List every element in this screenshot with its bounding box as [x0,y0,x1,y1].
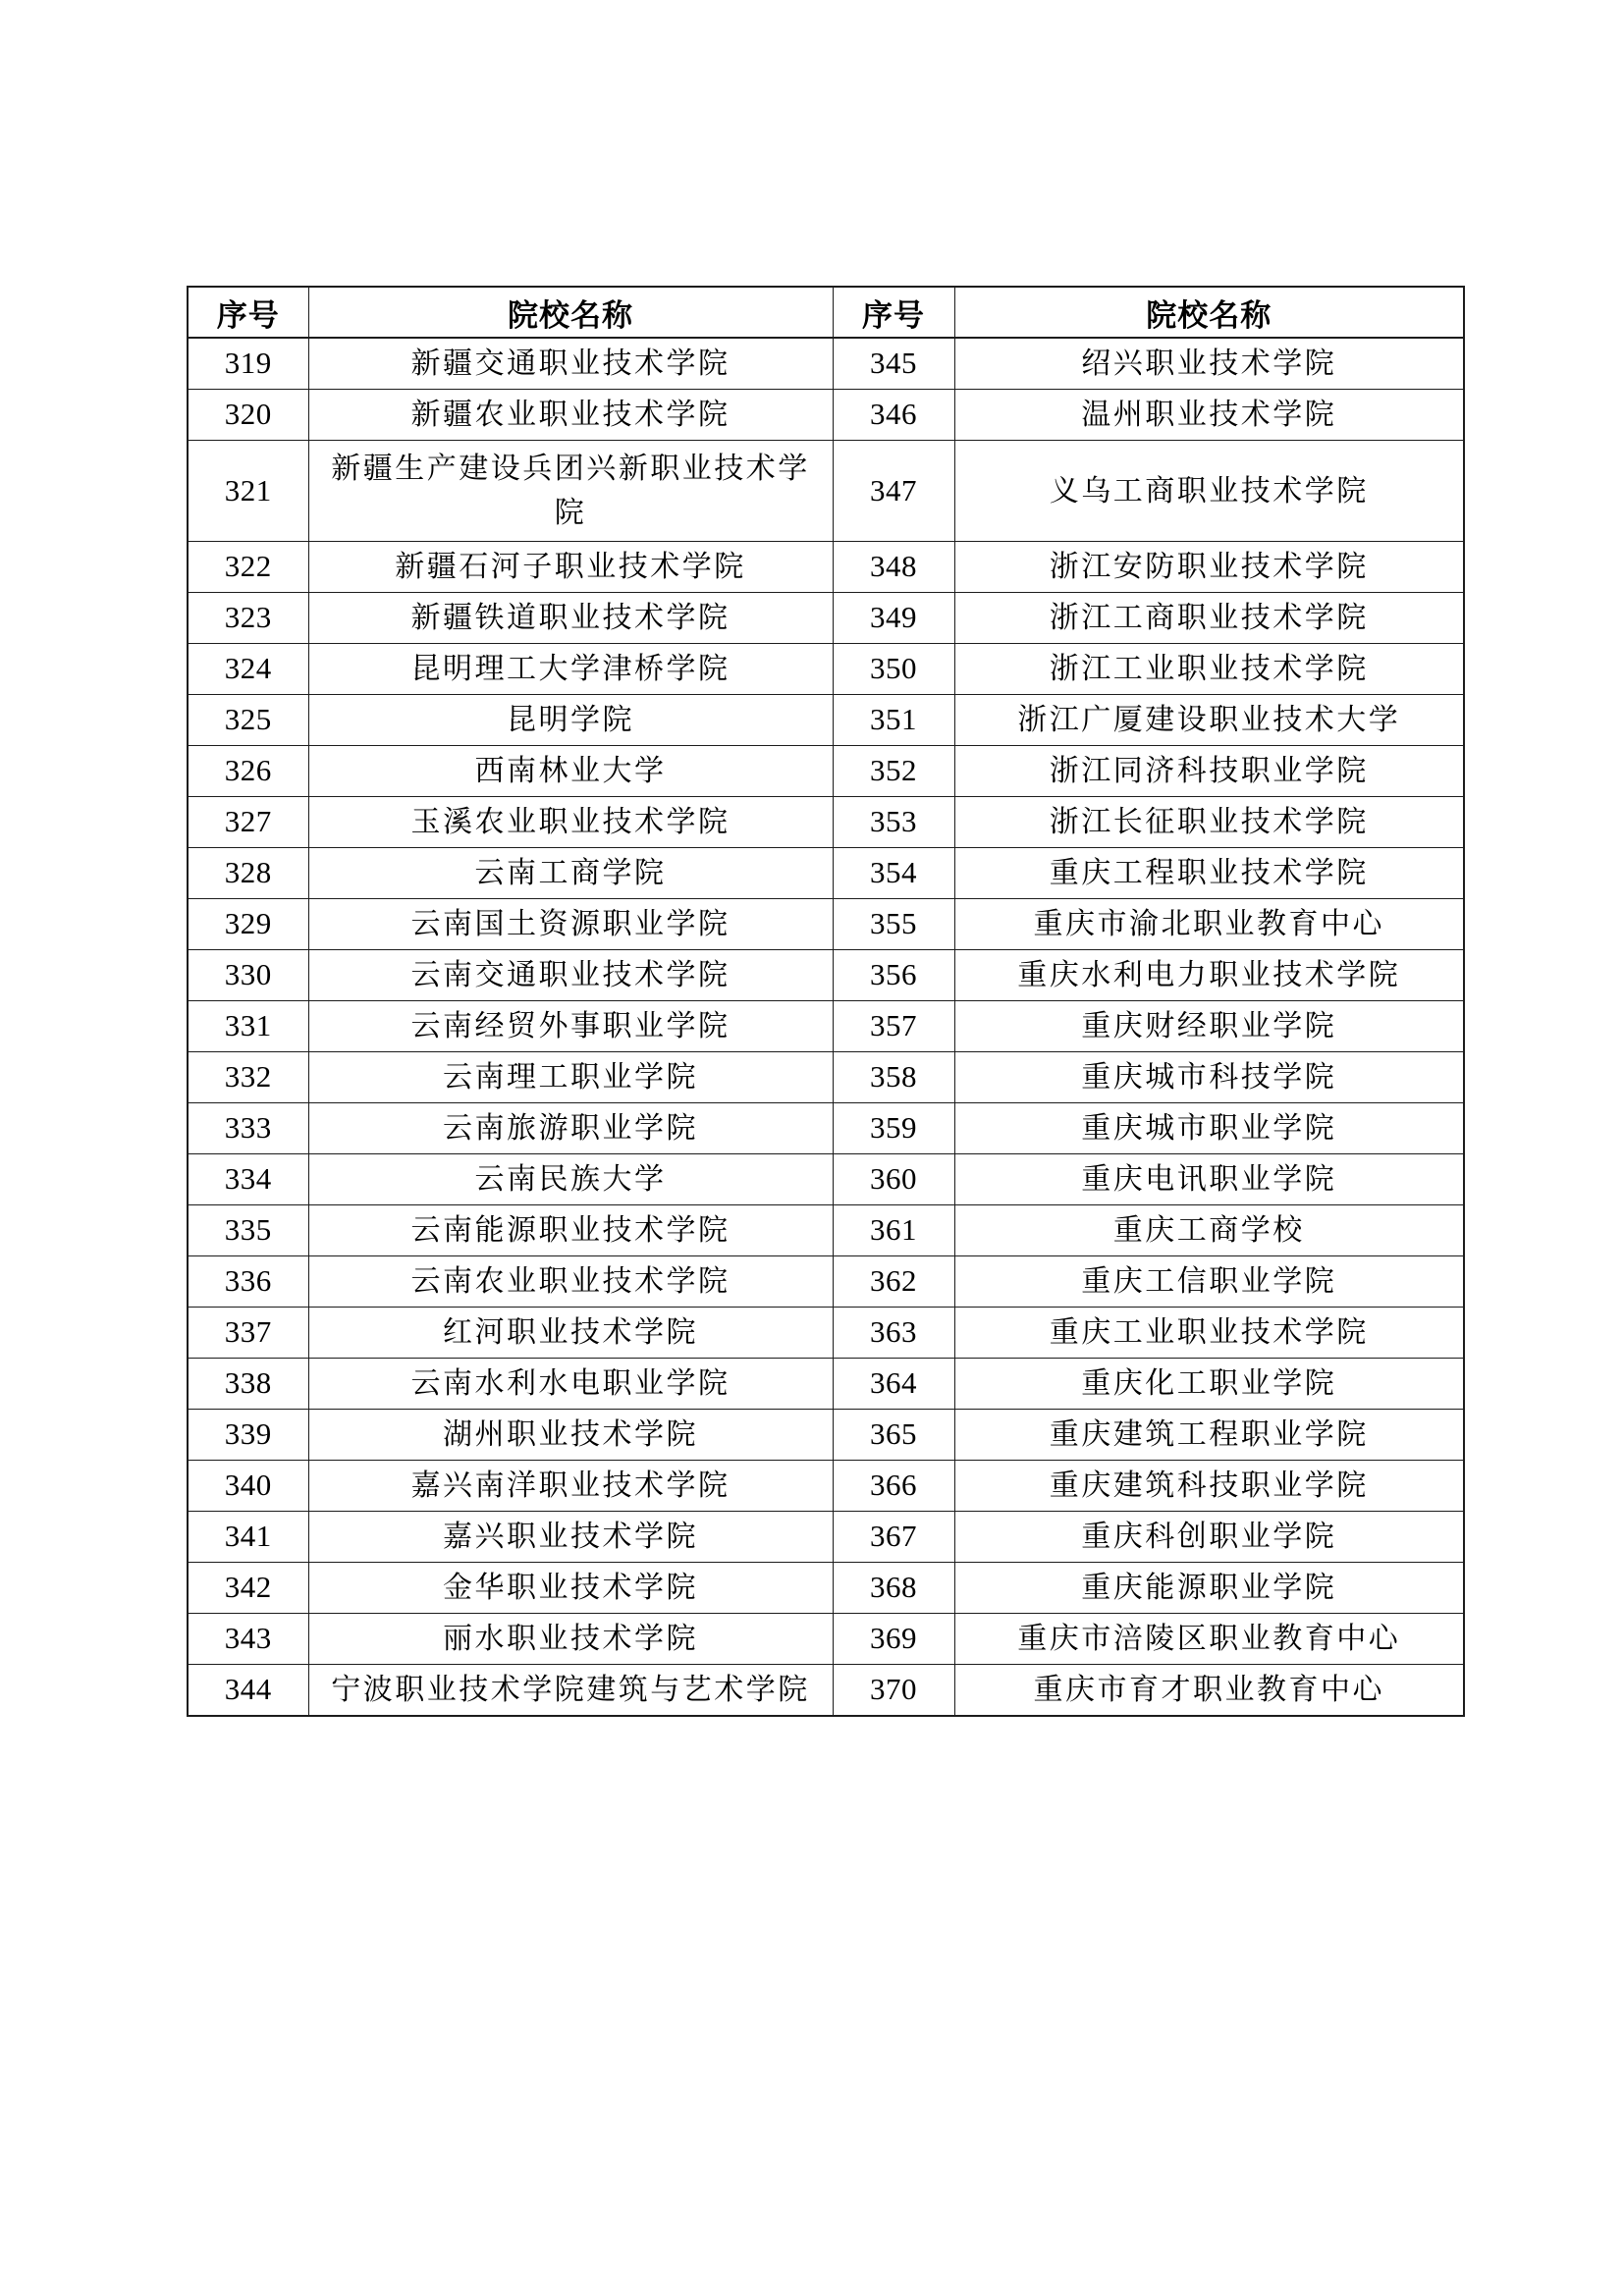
serial-cell: 351 [833,695,954,746]
serial-cell: 358 [833,1052,954,1103]
serial-cell: 342 [188,1563,308,1614]
table-row [188,1256,1464,1308]
serial-cell: 326 [188,746,308,797]
table-row [188,746,1464,797]
serial-cell: 336 [188,1256,308,1308]
serial-cell: 356 [833,950,954,1001]
serial-cell: 319 [188,338,308,390]
serial-cell: 370 [833,1665,954,1717]
serial-cell: 335 [188,1205,308,1256]
school-name-cell: 湖州职业技术学院 [308,1410,833,1461]
school-name-cell: 新疆石河子职业技术学院 [308,542,833,593]
table-row [188,1154,1464,1205]
school-name-cell: 宁波职业技术学院建筑与艺术学院 [308,1665,833,1717]
schools-table [187,286,1465,1717]
school-name-cell: 云南交通职业技术学院 [308,950,833,1001]
serial-cell: 330 [188,950,308,1001]
school-name-cell: 西南林业大学 [308,746,833,797]
school-name-cell: 云南水利水电职业学院 [308,1359,833,1410]
table-row [188,950,1464,1001]
serial-cell: 364 [833,1359,954,1410]
school-name-cell: 重庆工程职业技术学院 [954,848,1464,899]
school-name-cell: 金华职业技术学院 [308,1563,833,1614]
school-name-cell: 重庆电讯职业学院 [954,1154,1464,1205]
table-row [188,899,1464,950]
school-name-cell: 云南经贸外事职业学院 [308,1001,833,1052]
school-name-cell: 浙江工商职业技术学院 [954,593,1464,644]
school-name-cell: 重庆城市职业学院 [954,1103,1464,1154]
table-row [188,1512,1464,1563]
school-name-cell: 重庆财经职业学院 [954,1001,1464,1052]
school-name-cell: 浙江广厦建设职业技术大学 [954,695,1464,746]
serial-cell: 349 [833,593,954,644]
serial-cell: 361 [833,1205,954,1256]
header-school-name: 院校名称 [308,287,833,338]
school-name-cell: 云南农业职业技术学院 [308,1256,833,1308]
header-school-name: 院校名称 [954,287,1464,338]
school-name-cell: 云南旅游职业学院 [308,1103,833,1154]
serial-cell: 338 [188,1359,308,1410]
school-name-cell: 重庆工信职业学院 [954,1256,1464,1308]
serial-cell: 337 [188,1308,308,1359]
school-name-cell: 重庆工商学校 [954,1205,1464,1256]
school-name-cell: 浙江安防职业技术学院 [954,542,1464,593]
school-name-cell: 云南理工职业学院 [308,1052,833,1103]
serial-cell: 348 [833,542,954,593]
serial-cell: 369 [833,1614,954,1665]
serial-cell: 366 [833,1461,954,1512]
school-name-cell: 重庆水利电力职业技术学院 [954,950,1464,1001]
school-name-cell: 嘉兴职业技术学院 [308,1512,833,1563]
serial-cell: 359 [833,1103,954,1154]
serial-cell: 323 [188,593,308,644]
serial-cell: 360 [833,1154,954,1205]
table-row [188,441,1464,542]
serial-cell: 324 [188,644,308,695]
school-name-cell: 玉溪农业职业技术学院 [308,797,833,848]
school-name-cell: 云南国土资源职业学院 [308,899,833,950]
school-name-cell: 浙江同济科技职业学院 [954,746,1464,797]
table-row [188,644,1464,695]
serial-cell: 325 [188,695,308,746]
table-row [188,848,1464,899]
table-row [188,695,1464,746]
table-row [188,1410,1464,1461]
header-row [188,287,1464,338]
serial-cell: 331 [188,1001,308,1052]
school-name-cell: 新疆农业职业技术学院 [308,390,833,441]
serial-cell: 341 [188,1512,308,1563]
school-name-cell: 重庆化工职业学院 [954,1359,1464,1410]
school-name-cell: 重庆工业职业技术学院 [954,1308,1464,1359]
school-name-cell: 云南民族大学 [308,1154,833,1205]
school-name-cell: 浙江工业职业技术学院 [954,644,1464,695]
table-row [188,1308,1464,1359]
school-name-cell: 昆明学院 [308,695,833,746]
table-body [188,338,1464,1716]
serial-cell: 367 [833,1512,954,1563]
serial-cell: 346 [833,390,954,441]
school-name-cell: 重庆市渝北职业教育中心 [954,899,1464,950]
school-name-cell: 新疆交通职业技术学院 [308,338,833,390]
table-row [188,1205,1464,1256]
school-name-cell: 重庆建筑科技职业学院 [954,1461,1464,1512]
serial-cell: 357 [833,1001,954,1052]
serial-cell: 322 [188,542,308,593]
serial-cell: 327 [188,797,308,848]
serial-cell: 350 [833,644,954,695]
serial-cell: 343 [188,1614,308,1665]
school-name-cell: 绍兴职业技术学院 [954,338,1464,390]
serial-cell: 345 [833,338,954,390]
table-row [188,593,1464,644]
serial-cell: 332 [188,1052,308,1103]
serial-cell: 340 [188,1461,308,1512]
school-name-cell: 红河职业技术学院 [308,1308,833,1359]
school-name-cell: 新疆铁道职业技术学院 [308,593,833,644]
serial-cell: 353 [833,797,954,848]
table-row [188,1103,1464,1154]
school-name-cell: 重庆市涪陵区职业教育中心 [954,1614,1464,1665]
table-row [188,797,1464,848]
serial-cell: 339 [188,1410,308,1461]
header-serial-number: 序号 [188,287,308,338]
serial-cell: 329 [188,899,308,950]
school-name-cell: 嘉兴南洋职业技术学院 [308,1461,833,1512]
serial-cell: 365 [833,1410,954,1461]
serial-cell: 344 [188,1665,308,1717]
school-name-cell: 新疆生产建设兵团兴新职业技术学院 [308,441,833,542]
table-row [188,1001,1464,1052]
school-name-cell: 重庆科创职业学院 [954,1512,1464,1563]
serial-cell: 334 [188,1154,308,1205]
school-name-cell: 重庆城市科技学院 [954,1052,1464,1103]
serial-cell: 328 [188,848,308,899]
school-name-cell: 云南能源职业技术学院 [308,1205,833,1256]
table-row [188,1052,1464,1103]
table-row [188,338,1464,390]
table-row [188,1563,1464,1614]
school-name-cell: 义乌工商职业技术学院 [954,441,1464,542]
serial-cell: 355 [833,899,954,950]
serial-cell: 362 [833,1256,954,1308]
serial-cell: 352 [833,746,954,797]
table-header [188,287,1464,338]
school-name-cell: 重庆能源职业学院 [954,1563,1464,1614]
serial-cell: 368 [833,1563,954,1614]
school-name-cell: 重庆建筑工程职业学院 [954,1410,1464,1461]
school-name-cell: 云南工商学院 [308,848,833,899]
header-serial-number: 序号 [833,287,954,338]
serial-cell: 354 [833,848,954,899]
school-name-cell: 重庆市育才职业教育中心 [954,1665,1464,1717]
table-row [188,1665,1464,1717]
serial-cell: 347 [833,441,954,542]
serial-cell: 363 [833,1308,954,1359]
serial-cell: 321 [188,441,308,542]
school-name-cell: 温州职业技术学院 [954,390,1464,441]
table-row [188,1614,1464,1665]
school-name-cell: 昆明理工大学津桥学院 [308,644,833,695]
serial-cell: 320 [188,390,308,441]
table-row [188,390,1464,441]
serial-cell: 333 [188,1103,308,1154]
school-name-cell: 丽水职业技术学院 [308,1614,833,1665]
table-row [188,1461,1464,1512]
table-row [188,542,1464,593]
school-name-cell: 浙江长征职业技术学院 [954,797,1464,848]
table-row [188,1359,1464,1410]
